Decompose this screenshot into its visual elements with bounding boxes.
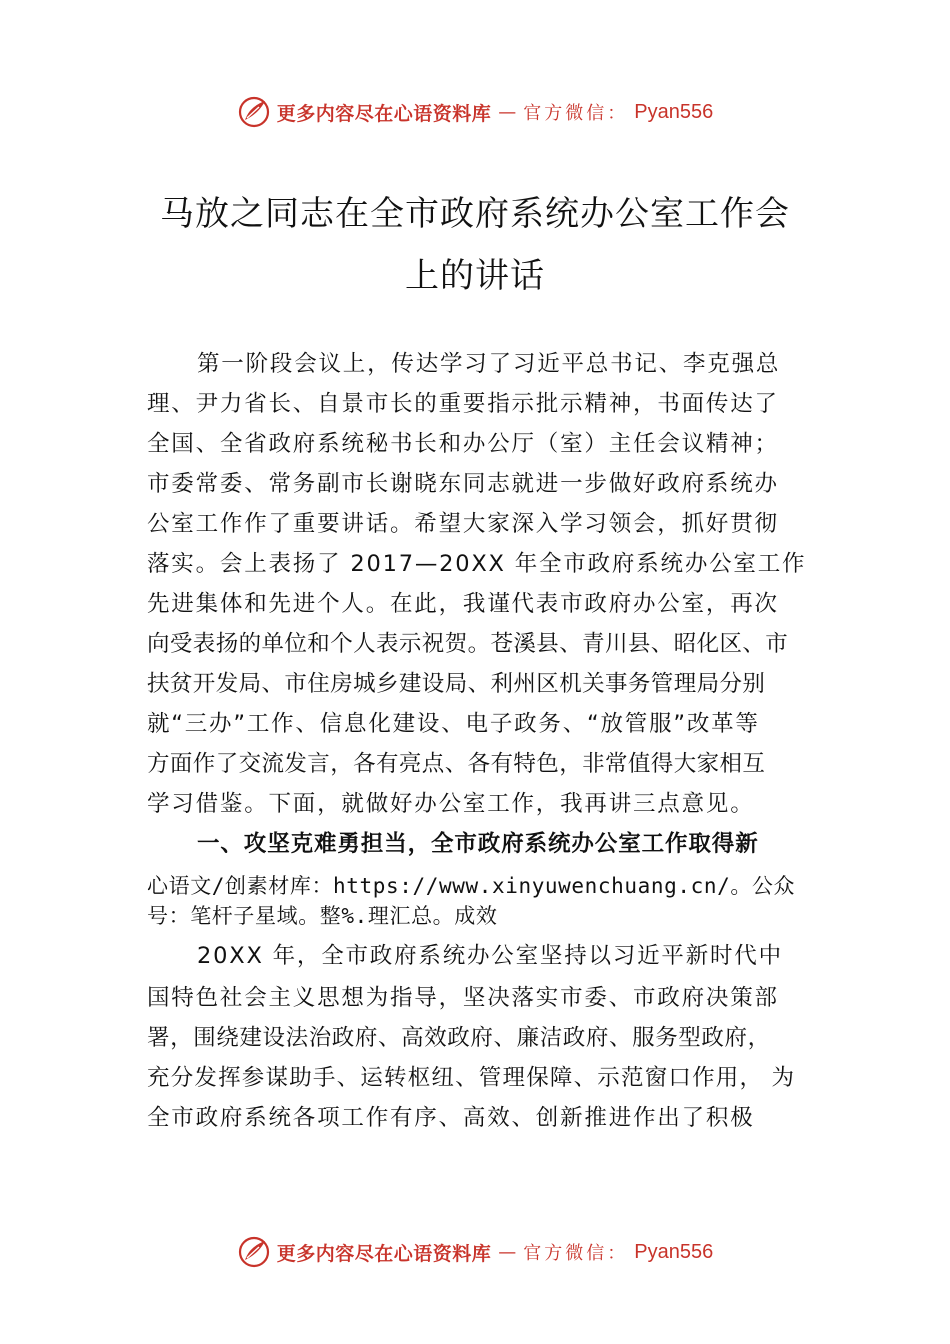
pen-leaf-logo-icon [237, 95, 271, 129]
document-title-line-2: 上的讲话 [405, 256, 545, 296]
paragraph-2-line: 充分发挥参谋助手、运转枢纽、管理保障、示范窗口作用， 为 [147, 1065, 796, 1091]
paragraph-1-line: 全国、全省政府系统秘书长和办公厅（室）主任会议精神； [147, 431, 779, 457]
banner-wechat-label: 官方微信： [523, 1243, 629, 1264]
header-banner [0, 92, 950, 132]
pen-leaf-logo-icon [237, 1235, 271, 1269]
paragraph-2-line: 全市政府系统各项工作有序、高效、创新推进作出了积极 [147, 1105, 755, 1131]
paragraph-2-line: 20XX 年，全市政府系统办公室坚持以习近平新时代中 [197, 943, 783, 969]
paragraph-2-line: 国特色社会主义思想为指导，坚决落实市委、市政府决策部 [147, 985, 779, 1011]
paragraph-1-line: 市委常委、常务副市长谢晓东同志就进一步做好政府系统办 [147, 471, 779, 497]
paragraph-1-line: 方面作了交流发言，各有亮点、各有特色，非常值得大家相互 [147, 751, 766, 777]
paragraph-1-line: 先进集体和先进个人。在此，我谨代表市政府办公室，再次 [147, 591, 779, 617]
paragraph-1-line: 理、尹力省长、自景市长的重要指示批示精神，书面传达了 [147, 391, 779, 417]
banner-wechat-id: Pyan556 [634, 100, 714, 123]
footer-banner [0, 1232, 950, 1272]
paragraph-1-line: 落实。会上表扬了 2017—20XX 年全市政府系统办公室工作 [147, 551, 807, 577]
paragraph-1-line: 向受表扬的单位和个人表示祝贺。苍溪县、青川县、昭化区、市 [147, 631, 789, 657]
banner-wechat-label: 官方微信： [523, 103, 629, 124]
banner-dash: — [498, 1241, 517, 1263]
watermark-line: 心语文/创素材库：https://www.xinyuwenchuang.cn/。公众 [147, 874, 796, 898]
banner-brand-text: 更多内容尽在心语资料库 [276, 1242, 492, 1265]
document-title-line-1: 马放之同志在全市政府系统办公室工作会 [160, 194, 790, 234]
paragraph-1-line: 第一阶段会议上，传达学习了习近平总书记、李克强总 [197, 351, 781, 377]
paragraph-2-line: 署，围绕建设法治政府、高效政府、廉洁政府、服务型政府， [147, 1025, 771, 1051]
watermark-line: 号：笔杆子星域。整%.理汇总。成效 [147, 904, 498, 928]
paragraph-1-line: 扶贫开发局、市住房城乡建设局、利州区机关事务管理局分别 [147, 671, 766, 697]
paragraph-1-line: 学习借鉴。下面，就做好办公室工作，我再讲三点意见。 [147, 791, 755, 817]
paragraph-1-line: 就“三办”工作、信息化建设、电子政务、“放管服”改革等 [147, 711, 760, 737]
banner-dash: — [498, 101, 517, 123]
paragraph-1-line: 公室工作作了重要讲话。希望大家深入学习领会，抓好贯彻 [147, 511, 779, 537]
banner-brand-text: 更多内容尽在心语资料库 [276, 102, 492, 125]
section-heading-1: 一、攻坚克难勇担当，全市政府系统办公室工作取得新 [197, 831, 759, 857]
banner-wechat-id: Pyan556 [634, 1240, 714, 1263]
